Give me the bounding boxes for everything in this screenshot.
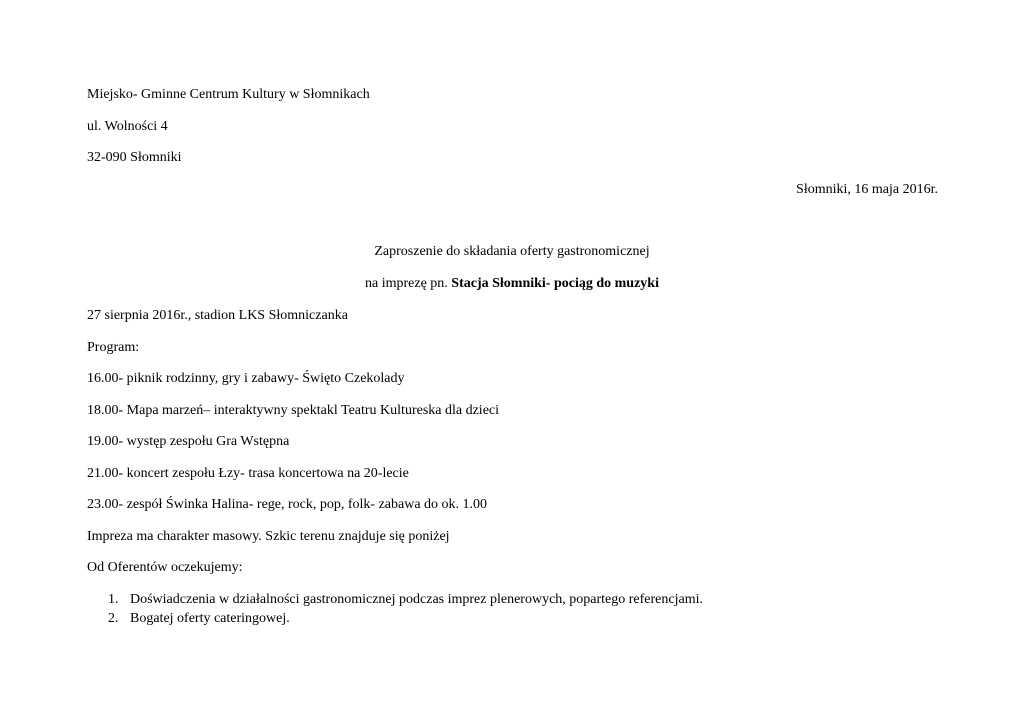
program-item: 23.00- zespół Świnka Halina- rege, rock, pop, folk- zabawa do ok. 1.00 <box>87 497 488 512</box>
expectations-label: Od Oferentów oczekujemy: <box>87 560 243 575</box>
program-item: 16.00- piknik rodzinny, gry i zabawy- Święto Czekolady <box>87 371 405 386</box>
invitation-title: Zaproszenie do składania oferty gastronomicznej <box>374 244 650 259</box>
mass-event-note: Impreza ma charakter masowy. Szkic terenu znajduje się poniżej <box>87 529 450 544</box>
list-item <box>108 610 290 628</box>
list-item <box>108 591 703 609</box>
event-title-prefix: na imprezę pn. <box>365 276 452 291</box>
program-item: 19.00- występ zespołu Gra Wstępna <box>87 434 290 449</box>
event-date-location: 27 sierpnia 2016r., stadion LKS Słomniczanka <box>87 308 348 323</box>
list-number: 2. <box>108 611 119 626</box>
organization-street: ul. Wolności 4 <box>87 119 168 134</box>
program-label: Program: <box>87 340 140 355</box>
place-and-date: Słomniki, 16 maja 2016r. <box>796 182 938 197</box>
list-item-text: Doświadczenia w działalności gastronomicznej podczas imprez plenerowych, popartego referencjami. <box>130 592 703 607</box>
list-number: 1. <box>108 592 119 607</box>
event-name: Stacja Słomniki- pociąg do muzyki <box>451 276 659 291</box>
organization-name: Miejsko- Gminne Centrum Kultury w Słomnikach <box>87 87 370 102</box>
program-item: 21.00- koncert zespołu Łzy- trasa koncertowa na 20-lecie <box>87 466 409 481</box>
organization-postal-city: 32-090 Słomniki <box>87 150 182 165</box>
program-item: 18.00- Mapa marzeń– interaktywny spektakl Teatru Kultureska dla dzieci <box>87 403 500 418</box>
list-item-text: Bogatej oferty cateringowej. <box>130 611 290 626</box>
event-title-line <box>0 275 1024 293</box>
